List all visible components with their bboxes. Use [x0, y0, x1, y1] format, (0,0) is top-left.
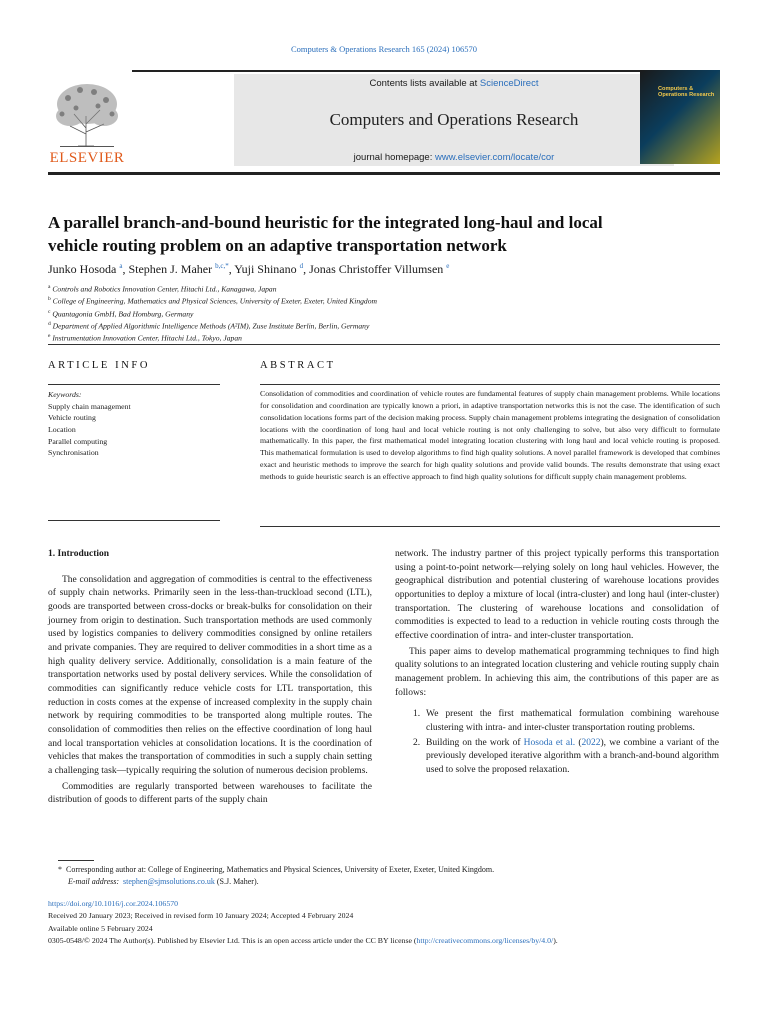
- license-prefix: 0305-0548/© 2024 The Author(s). Published by Elsevier Ltd. This is an open access article under the CC BY license (: [48, 936, 417, 946]
- corresponding-author-footnote: [58, 864, 720, 889]
- keyword-item: Supply chain management: [48, 401, 131, 411]
- abstract-text: Consolidation of commodities and coordination of vehicle routes are fundamental features of supply chain management problems. While locations for consolidation and coordination are typically known a priori, in adaptive transportation networks this is not the case. The identification of such consolidation locations forms part of the decision making process. Supply chain management problems integrating the designation of consolidation locations with the coordination of long haul and local vehicle routing is not only challenging to solve, but also very difficult to formulate mathematically. In this paper, the first mathematical model integrating location clustering with long haul and local vehicle routing is proposed. This mathematical formulation is used to develop algorithms to find high quality solutions. A novel parallel framework is developed that combines exact and heuristic methods to improve the search for high quality solutions and provide valid bounds. The results demonstrate that using exact methods to guide heuristic search is an effective approach to find high quality solutions for difficult supply chain management problems.: [260, 389, 720, 481]
- body-column-left: [48, 548, 372, 810]
- author-name[interactable]: Stephen J. Maher: [128, 262, 213, 276]
- keywords-rule: [48, 520, 220, 521]
- author-list: [48, 262, 728, 277]
- section-heading-introduction: 1. Introduction: [48, 549, 110, 559]
- keyword-item: Vehicle routing: [48, 413, 96, 423]
- contents-prefix: Contents lists available at: [369, 78, 478, 89]
- elsevier-wordmark: ELSEVIER: [49, 150, 125, 166]
- affiliation-item: [48, 308, 728, 320]
- paragraph: network. The industry partner of this project typically performs this transportation using a point-to-point network—relying solely on long haul vehicles. However, the geographical distribution and potential clustering of warehouse locations provides opportunities to deploy a mixture of local (intra-cluster) and long haul (inter-cluster) transportation. The clustering of warehouse locations and consolidation of commodities is expected to lead to a reduction in vehicle routing costs through the effective coordination of intra- and inter-cluster transportation.: [395, 549, 719, 642]
- affiliation-item: [48, 332, 728, 344]
- author-name[interactable]: Junko Hosoda: [48, 262, 117, 276]
- paragraph: This paper aims to develop mathematical programming techniques to find high quality solutions to an integrated location clustering and vehicle routing supply chain management problem. In achieving this aim, the contributions of this paper are as follows:: [395, 646, 719, 698]
- email-suffix: (S.J. Maher).: [216, 877, 259, 887]
- keyword-item: Location: [48, 425, 76, 435]
- author-affiliation-marker[interactable]: a: [119, 262, 123, 270]
- article-frontmatter: [48, 898, 738, 948]
- email-link[interactable]: stephen@sjmsolutions.co.uk: [123, 877, 215, 887]
- sciencedirect-link[interactable]: ScienceDirect: [479, 78, 539, 89]
- author-name[interactable]: Yuji Shinano: [234, 262, 297, 276]
- article-info-heading: ARTICLE INFO: [48, 360, 151, 371]
- author-affiliation-marker[interactable]: e: [446, 262, 450, 270]
- license-line: [48, 935, 738, 947]
- keywords-label: Keywords:: [48, 390, 82, 399]
- email-label: E-mail address:: [68, 877, 120, 887]
- contribution-list: [395, 708, 719, 777]
- keyword-item: Synchronisation: [48, 448, 99, 458]
- citation-link[interactable]: Hosoda et al.: [523, 737, 576, 748]
- masthead-top-rule: [132, 70, 674, 72]
- list-item-text: We present the first mathematical formulation combining warehouse clustering with intra- and inter-cluster transportation routing problems.: [426, 709, 719, 734]
- abstract-rule: [260, 384, 720, 385]
- affiliation-text: Instrumentation Innovation Center, Hitachi Ltd., Tokyo, Japan: [52, 333, 242, 343]
- list-item: 2. Building on the work of Hosoda et al. (2022), we combine a variant of the previously developed iterative algorithm with a branch-and-bound algorithm used to solve the proposed relaxation.: [413, 737, 719, 776]
- article-title: A parallel branch-and-bound heuristic for the integrated long-haul and local vehicle routing problem on an adaptive transportation network: [48, 213, 603, 255]
- affiliation-text: Department of Applied Algorithmic Intelligence Methods (A²IM), Zuse Institute Berlin, Berlin, Germany: [52, 321, 370, 331]
- license-link[interactable]: http://creativecommons.org/licenses/by/4.0/: [416, 936, 554, 946]
- article-info-rule: [48, 384, 220, 385]
- title-divider: [48, 344, 720, 345]
- keyword-list: [48, 401, 220, 459]
- citation-year-link[interactable]: 2022: [581, 737, 601, 748]
- author-separator: ,: [303, 262, 310, 276]
- affiliation-text: College of Engineering, Mathematics and Physical Sciences, University of Exeter, Exeter, United Kingdom: [52, 296, 377, 306]
- affiliation-marker: c: [48, 308, 51, 315]
- masthead-bottom-rule: [48, 172, 720, 175]
- abstract-heading: ABSTRACT: [260, 360, 336, 371]
- keyword-item: Parallel computing: [48, 436, 108, 446]
- journal-cover-thumbnail[interactable]: [640, 70, 720, 164]
- list-number: 1.: [413, 709, 421, 720]
- paragraph: Commodities are regularly transported between warehouses to facilitate the distribution of goods to different parts of the supply chain: [48, 781, 372, 806]
- journal-masthead: [48, 70, 720, 170]
- author-affiliation-marker[interactable]: b,c,*: [215, 262, 229, 270]
- body-column-right: [395, 548, 719, 779]
- list-item-text-post: , we combine a variant of the previously developed iterative algorithm with a branch-and-bound algorithm used to solve the proposed relaxation.: [426, 737, 719, 776]
- homepage-prefix: journal homepage:: [353, 152, 433, 163]
- author-name[interactable]: Jonas Christoffer Villumsen: [309, 262, 444, 276]
- affiliation-marker: d: [48, 320, 51, 327]
- cover-title: Computers & Operations Research: [658, 86, 715, 99]
- received-dates: Received 20 January 2023; Received in revised form 10 January 2024; Accepted 4 February 2024: [48, 911, 354, 921]
- contents-line: [234, 78, 674, 89]
- paragraph: The consolidation and aggregation of commodities is central to the effectiveness of supply chain networks. Primarily seen in the less-than-truckload second (LTL), goods are transported between cross-docks or break-bulks for consolidation on their journey from origin to destination. Such transportation methods are used commonly used by logistics companies to delivery commodities consigned by online retailers and private companies. They are required to deliver commodities in a short time as a high quality delivery service. Additionally, consolidation is a main feature of the transportation networks used by postal delivery services. While the consolidation of commodities can significantly reduce vehicle costs for LTL transportation, this reduction in costs comes at the expense of increased complexity in the supply chain network by requiring commodities to be transported along multiple routes. The consolidation of commodities then relies on the effective coordination of long haul and local transportation vehicles at consolidation locations. It is the coordination of vehicles that makes the transportation of commodities in such a supply chain setting a challenging task—typically requiring the solution of numerous decision problems.: [48, 574, 372, 777]
- doi-link[interactable]: https://doi.org/10.1016/j.cor.2024.106570: [48, 899, 179, 908]
- available-online-date: Available online 5 February 2024: [48, 923, 153, 933]
- keywords-block: [48, 389, 220, 459]
- list-number: 2.: [413, 737, 421, 748]
- affiliation-item: [48, 283, 728, 295]
- journal-homepage-link[interactable]: www.elsevier.com/locate/cor: [435, 152, 555, 163]
- affiliation-text: Quantagonia GmbH, Bad Homburg, Germany: [52, 309, 194, 319]
- journal-title: Computers and Operations Research: [329, 110, 579, 129]
- running-head[interactable]: Computers & Operations Research 165 (2024) 106570: [290, 44, 478, 54]
- list-item: [413, 708, 719, 735]
- footnote-rule: [58, 860, 94, 861]
- affiliation-item: [48, 295, 728, 307]
- footnote-text: Corresponding author at: College of Engineering, Mathematics and Physical Sciences, University of Exeter, Exeter, United Kingdom.: [66, 865, 495, 874]
- affiliation-list: [48, 283, 728, 344]
- affiliation-item: [48, 320, 728, 332]
- author-affiliation-marker[interactable]: d: [299, 262, 304, 270]
- author-separator: ,: [122, 262, 129, 276]
- author-separator: ,: [228, 262, 235, 276]
- footnote-marker: *: [58, 865, 62, 874]
- license-suffix: ).: [553, 936, 558, 946]
- affiliation-marker: e: [48, 333, 51, 340]
- affiliation-text: Controls and Robotics Innovation Center, Hitachi Ltd., Kanagawa, Japan: [52, 284, 277, 294]
- abstract-bottom-rule: [260, 526, 720, 527]
- affiliation-marker: b: [48, 296, 51, 303]
- masthead-center-panel: [234, 74, 674, 166]
- list-item-text-pre: Building on the work of: [426, 737, 524, 748]
- homepage-line: [234, 152, 674, 163]
- affiliation-marker: a: [48, 284, 51, 290]
